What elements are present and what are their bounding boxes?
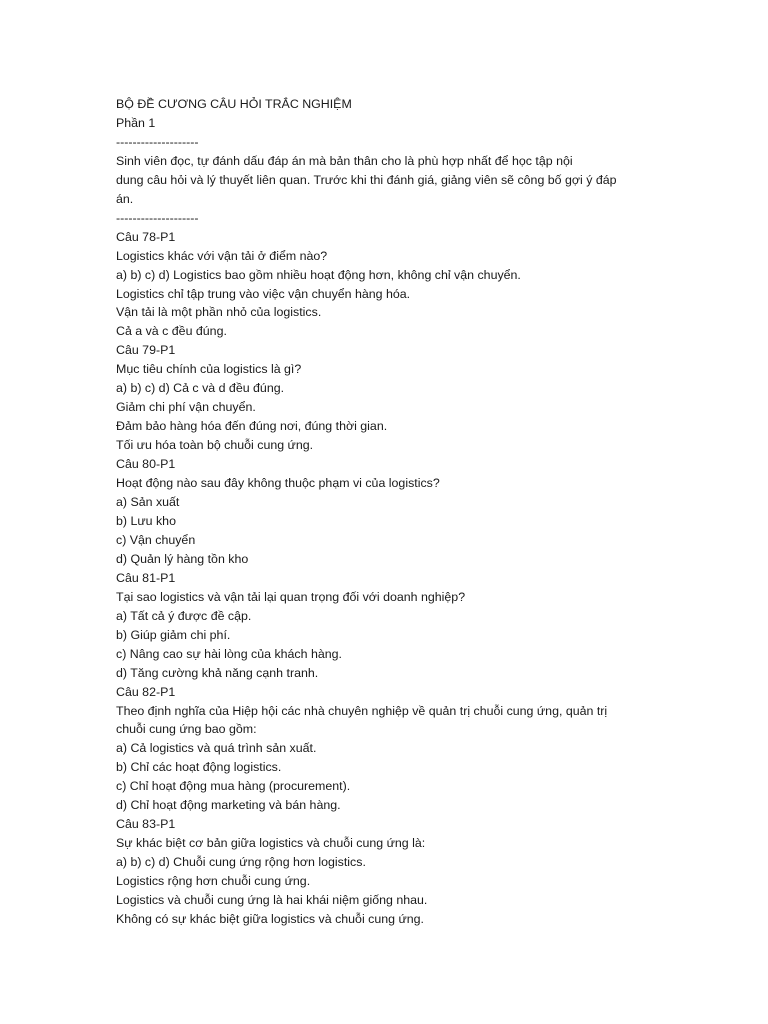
question-text: Theo định nghĩa của Hiệp hội các nhà chuyên nghiệp về quản trị chuỗi cung ứng, quản trị	[116, 703, 608, 718]
answer-line: a) b) c) d) Cả c và d đều đúng.	[116, 381, 285, 396]
intro-line-1: Sinh viên đọc, tự đánh dấu đáp án mà bản thân cho là phù hợp nhất để học tập nội	[116, 153, 573, 168]
question-text: Mục tiêu chính của logistics là gì?	[116, 362, 302, 377]
question-text: Sự khác biệt cơ bản giữa logistics và chuỗi cung ứng là:	[116, 836, 426, 851]
answer-line: Không có sự khác biệt giữa logistics và chuỗi cung ứng.	[116, 911, 424, 926]
answer-option: d) Tăng cường khả năng cạnh tranh.	[116, 665, 319, 680]
answer-line: a) b) c) d) Chuỗi cung ứng rộng hơn logistics.	[116, 855, 366, 870]
separator: --------------------	[116, 134, 199, 149]
answer-option: a) Sản xuất	[116, 495, 180, 510]
question-text-continued: chuỗi cung ứng bao gồm:	[116, 722, 257, 737]
answer-option: b) Lưu kho	[116, 513, 176, 528]
answer-line: Logistics và chuỗi cung ứng là hai khái niệm giống nhau.	[116, 893, 428, 908]
answer-option: c) Nâng cao sự hài lòng của khách hàng.	[116, 646, 342, 661]
question-block-79	[116, 341, 636, 455]
question-id: Câu 78-P1	[116, 229, 176, 244]
question-id: Câu 83-P1	[116, 817, 176, 832]
answer-line: Đảm bảo hàng hóa đến đúng nơi, đúng thời gian.	[116, 419, 388, 434]
question-id: Câu 79-P1	[116, 343, 176, 358]
question-block-83	[116, 815, 636, 929]
question-id: Câu 82-P1	[116, 684, 176, 699]
answer-option: b) Chỉ các hoạt động logistics.	[116, 760, 282, 775]
question-text: Logistics khác với vận tải ở điểm nào?	[116, 248, 328, 263]
answer-option: a) Cả logistics và quá trình sản xuất.	[116, 741, 317, 756]
answer-line: Cả a và c đều đúng.	[116, 324, 227, 339]
question-text: Hoạt động nào sau đây không thuộc phạm vi của logistics?	[116, 476, 440, 491]
question-id: Câu 80-P1	[116, 457, 176, 472]
document-title: BỘ ĐỀ CƯƠNG CÂU HỎI TRẮC NGHIỆM	[116, 97, 352, 111]
answer-line: Logistics rộng hơn chuỗi cung ứng.	[116, 874, 311, 889]
document-page	[116, 95, 636, 929]
intro-line-2: dung câu hỏi và lý thuyết liên quan. Trước khi thi đánh giá, giảng viên sẽ công bố gợi ý đáp	[116, 172, 617, 187]
answer-line: Vận tải là một phần nhỏ của logistics.	[116, 305, 322, 320]
answer-option: d) Chỉ hoạt động marketing và bán hàng.	[116, 798, 341, 813]
answer-line: a) b) c) d) Logistics bao gồm nhiều hoạt động hơn, không chỉ vận chuyển.	[116, 267, 521, 282]
answer-line: Logistics chỉ tập trung vào việc vận chuyển hàng hóa.	[116, 286, 411, 301]
intro-line-3: án.	[116, 191, 134, 206]
question-block-82	[116, 683, 636, 816]
question-block-78	[116, 228, 636, 342]
answer-option: b) Giúp giảm chi phí.	[116, 627, 231, 642]
question-text: Tại sao logistics và vận tải lại quan trọng đối với doanh nghiệp?	[116, 589, 466, 604]
answer-option: a) Tất cả ý được đề cập.	[116, 608, 252, 623]
answer-line: Giảm chi phí vận chuyển.	[116, 400, 256, 415]
question-id: Câu 81-P1	[116, 570, 176, 585]
answer-line: Tối ưu hóa toàn bộ chuỗi cung ứng.	[116, 438, 314, 453]
question-block-81	[116, 569, 636, 683]
separator: --------------------	[116, 210, 199, 225]
part-label: Phần 1	[116, 115, 156, 130]
answer-option: d) Quản lý hàng tồn kho	[116, 551, 249, 566]
question-block-80	[116, 455, 636, 569]
answer-option: c) Vận chuyển	[116, 532, 196, 547]
answer-option: c) Chỉ hoạt động mua hàng (procurement).	[116, 779, 351, 794]
